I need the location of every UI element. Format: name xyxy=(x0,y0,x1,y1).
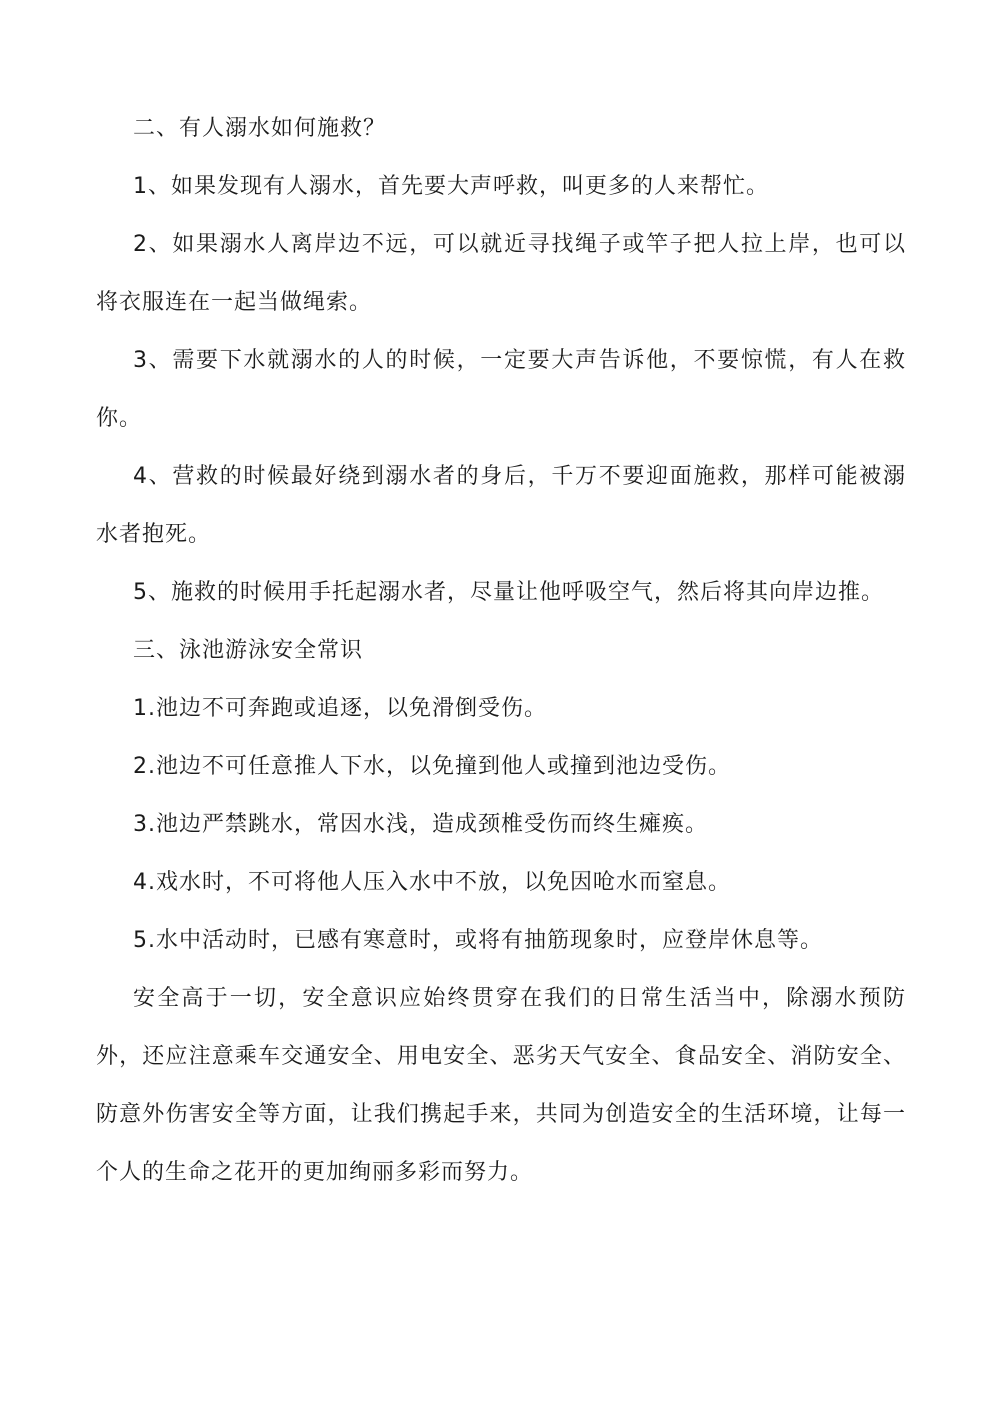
section-2-item-4: 4、营救的时候最好绕到溺水者的身后，千万不要迎面施救，那样可能被溺水者抱死。 xyxy=(96,464,906,547)
section-3-item-4: 4.戏水时，不可将他人压入水中不放，以免因呛水而窒息。 xyxy=(133,870,731,895)
section-2-item-1: 1、如果发现有人溺水，首先要大声呼救，叫更多的人来帮忙。 xyxy=(133,174,769,199)
section-2-item-2: 2、如果溺水人离岸边不远，可以就近寻找绳子或竿子把人拉上岸，也可以将衣服连在一起当做绳索。 xyxy=(96,232,906,315)
section-2-heading: 二、有人溺水如何施救？ xyxy=(133,116,387,141)
section-3-item-3: 3.池边严禁跳水，常因水浅，造成颈椎受伤而终生瘫痪。 xyxy=(133,812,708,837)
section-2-item-3: 3、需要下水就溺水的人的时候，一定要大声告诉他，不要惊慌，有人在救你。 xyxy=(96,348,906,431)
section-3-item-5: 5.水中活动时，已感有寒意时，或将有抽筋现象时，应登岸休息等。 xyxy=(133,928,823,953)
section-3-heading: 三、泳池游泳安全常识 xyxy=(133,638,364,663)
document-body xyxy=(96,100,906,1202)
closing-paragraph: 安全高于一切，安全意识应始终贯穿在我们的日常生活当中，除溺水预防外，还应注意乘车交通安全、用电安全、恶劣天气安全、食品安全、消防安全、防意外伤害安全等方面，让我们携起手来，共同为创造安全的生活环境，让每一个人的生命之花开的更加绚丽多彩而努力。 xyxy=(96,986,906,1185)
section-3-item-1: 1.池边不可奔跑或追逐，以免滑倒受伤。 xyxy=(133,696,547,721)
section-2-item-5: 5、施救的时候用手托起溺水者，尽量让他呼吸空气，然后将其向岸边推。 xyxy=(133,580,884,605)
section-3-item-2: 2.池边不可任意推人下水，以免撞到他人或撞到池边受伤。 xyxy=(133,754,731,779)
